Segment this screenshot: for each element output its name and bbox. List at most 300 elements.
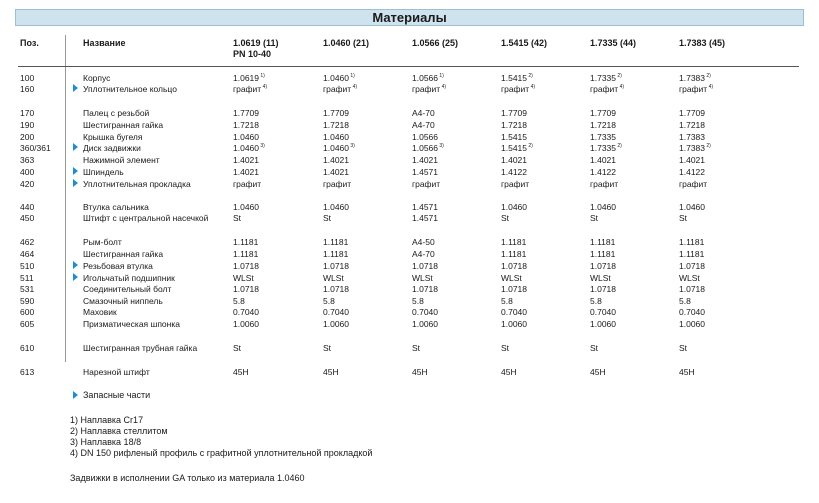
material-cell [501,249,526,259]
material-value: 1.0718 [590,261,616,271]
material-value: St [679,343,688,353]
material-value: 1.0460 [501,202,527,212]
material-value: 1.5415 [501,73,527,83]
material-cell [412,261,438,271]
material-value: 1.7218 [590,120,616,130]
row-position: 170 [20,108,35,118]
row-position: 190 [20,120,35,130]
material-cell [323,319,349,329]
footnote-ref: 2) [705,143,711,150]
material-value: 1.0566 [412,132,438,142]
material-value: графит [233,179,262,189]
material-cell [679,261,705,271]
row-position: 360/361 [20,143,51,153]
material-value: 1.4122 [679,167,705,177]
row-part-name: Резьбовая втулка [83,261,153,271]
material-cell [323,73,355,83]
row-part-name: Рым-болт [83,237,122,247]
material-value: St [590,343,599,353]
material-cell [323,108,349,118]
row-position: 610 [20,343,35,353]
footnote-ref: 4) [440,84,447,91]
material-cell [679,284,705,294]
material-cell [412,167,438,177]
material-cell [412,120,435,130]
material-cell [679,213,687,223]
row-part-name: Смазочный ниппель [83,296,163,306]
material-value: 1.4021 [323,167,349,177]
material-value: 1.1181 [501,237,527,247]
material-cell [323,132,349,142]
material-value: 1.7218 [323,120,349,130]
material-value: 1.4021 [233,155,259,165]
material-value: 1.4571 [412,213,438,223]
material-cell [590,167,616,177]
row-position: 200 [20,132,35,142]
material-cell [590,132,616,142]
material-cell [590,108,616,118]
material-cell [501,284,527,294]
material-cell [233,84,267,94]
header-name: Название [83,38,126,48]
material-value: A4-70 [412,249,435,259]
material-cell [233,120,259,130]
material-cell [323,213,331,223]
material-cell [323,237,348,247]
spare-part-marker-icon [73,273,78,281]
material-value: WLSt [679,273,700,283]
material-cell [233,319,259,329]
footnote-3: 3) Наплавка 18/8 [70,437,142,447]
material-cell [412,296,424,306]
material-cell [590,179,618,189]
row-part-name: Шпиндель [83,167,124,177]
material-cell [412,319,438,329]
row-position: 160 [20,84,35,94]
material-value: графит [501,179,530,189]
row-part-name: Уплотнительная прокладка [83,179,191,189]
material-value: 1.7383 [679,73,705,83]
material-value: St [233,213,242,223]
footnote-ref: 3) [349,143,355,150]
material-cell [501,179,529,189]
material-value: 1.4021 [679,155,705,165]
row-part-name: Соединительный болт [83,284,172,294]
material-value: графит [501,84,530,94]
material-cell [679,143,711,153]
row-part-name: Нажимной элемент [83,155,160,165]
spare-part-marker-icon [73,391,78,399]
footnote-ref: 1) [438,73,444,80]
material-value: 1.0060 [233,319,259,329]
material-cell [590,284,616,294]
row-position: 510 [20,261,35,271]
material-value: 1.0619 [233,73,259,83]
material-value: A4-70 [412,120,435,130]
row-part-name: Штифт с центральной насечкой [83,213,209,223]
material-cell [590,296,602,306]
material-cell [233,343,241,353]
material-value: 1.0566 [412,73,438,83]
material-value: 1.4021 [323,155,349,165]
material-cell [412,213,438,223]
material-value: графит [679,179,708,189]
material-value: 1.7335 [590,73,616,83]
material-cell [412,284,438,294]
material-value: 5.8 [323,296,335,306]
material-value: St [323,213,332,223]
material-cell [323,367,339,377]
material-cell [590,84,624,94]
material-cell [233,237,258,247]
header-material-4: 1.5415 (42) [501,38,548,48]
material-cell [501,155,527,165]
material-value: 0.7040 [323,307,349,317]
material-value: 1.0060 [679,319,705,329]
material-cell [233,155,259,165]
material-value: 1.0460 [323,202,349,212]
material-value: WLSt [590,273,611,283]
spare-part-marker-icon [73,179,78,187]
material-cell [679,319,705,329]
spare-part-marker-icon [73,143,78,151]
material-cell [323,84,357,94]
material-value: 1.7383 [679,132,705,142]
material-cell [590,120,616,130]
spare-part-marker-icon [73,261,78,269]
material-cell [590,273,611,283]
material-value: 1.1181 [233,249,259,259]
material-cell [679,120,705,130]
material-value: 1.0718 [233,261,259,271]
material-value: St [323,343,332,353]
header-material-2: 1.0460 (21) [323,38,370,48]
row-part-name: Шестигранная трубная гайка [83,343,198,353]
header-material-5: 1.7335 (44) [590,38,637,48]
material-cell [679,296,691,306]
row-part-name: Маховик [83,307,117,317]
material-value: 1.0460 [233,143,259,153]
material-cell [323,296,335,306]
row-position: 511 [20,273,34,283]
footnote-1: 1) Наплавка Cr17 [70,415,144,425]
spare-part-marker-icon [73,84,78,92]
material-value: 1.0566 [412,143,438,153]
material-value: 1.4021 [501,155,527,165]
material-cell [501,167,527,177]
material-cell [501,237,526,247]
material-cell [323,273,344,283]
material-cell [412,73,444,83]
footnote-ref: 2) [527,73,533,80]
header-material-1 [233,38,279,60]
row-part-name: Палец с резьбой [83,108,150,118]
material-cell [590,367,606,377]
material-value: графит [323,84,352,94]
row-part-name: Крышка бугеля [83,132,143,142]
row-position: 363 [20,155,35,165]
footnote-4: 4) DN 150 рифленый профиль с графитной уплотнительной прокладкой [70,448,373,458]
material-cell [679,273,700,283]
material-cell [233,296,245,306]
material-value: 1.0460 [233,202,259,212]
material-value: 1.7218 [501,120,527,130]
material-cell [501,84,535,94]
material-cell [233,179,261,189]
column-divider [65,35,66,362]
material-cell [501,273,522,283]
row-position: 590 [20,296,35,306]
footnote-ref: 4) [618,84,625,91]
section-title: Материалы [15,9,804,26]
material-value: St [233,343,242,353]
row-part-name: Уплотнительное кольцо [83,84,177,94]
material-cell [679,108,705,118]
material-value: 1.0060 [412,319,438,329]
material-cell [679,155,705,165]
header-material-1-code: 1.0619 (11) [233,38,279,48]
material-value: 1.0460 [679,202,705,212]
material-cell [679,367,695,377]
row-position: 613 [20,367,35,377]
bottom-note: Задвижки в исполнении GA только из материала 1.0460 [70,473,305,483]
row-part-name: Призматическая шпонка [83,319,180,329]
material-cell [590,202,616,212]
material-value: WLSt [233,273,254,283]
row-position: 420 [20,179,35,189]
material-cell [323,343,331,353]
material-value: 1.0460 [590,202,616,212]
material-cell [323,284,349,294]
material-cell [412,273,433,283]
material-value: 45H [501,367,517,377]
material-value: 5.8 [590,296,602,306]
row-position: 100 [20,73,35,83]
material-cell [501,261,527,271]
material-value: графит [412,84,441,94]
row-position: 450 [20,213,35,223]
material-value: 1.0460 [323,143,349,153]
material-cell [233,143,265,153]
row-position: 605 [20,319,35,329]
material-cell [501,296,513,306]
footnote-ref: 2) [616,143,622,150]
material-cell [679,237,704,247]
material-cell [233,249,258,259]
material-value: 1.0718 [323,261,349,271]
header-material-1-sub: PN 10-40 [233,49,272,59]
footnote-ref: 2) [705,73,711,80]
material-value: 1.7709 [501,108,527,118]
material-cell [501,108,527,118]
material-value: 1.0060 [323,319,349,329]
footnote-ref: 3) [259,143,265,150]
material-value: 1.4021 [233,167,259,177]
material-cell [590,237,615,247]
material-value: 5.8 [412,296,424,306]
material-value: 1.0718 [412,261,438,271]
material-value: 1.0718 [233,284,259,294]
material-value: St [590,213,599,223]
material-cell [590,261,616,271]
material-cell [679,249,704,259]
material-value: WLSt [501,273,522,283]
material-cell [233,261,259,271]
row-part-name: Нарезной штифт [83,367,150,377]
material-cell [412,237,435,247]
material-cell [323,249,348,259]
material-value: 1.5415 [501,143,527,153]
material-value: 45H [679,367,695,377]
material-value: 0.7040 [233,307,259,317]
row-position: 464 [20,249,35,259]
material-value: графит [590,179,619,189]
material-value: 1.4571 [412,167,438,177]
material-cell [590,155,616,165]
material-cell [590,249,615,259]
material-cell [679,343,687,353]
footnote-ref: 1) [349,73,355,80]
footnote-ref: 2) [616,73,622,80]
material-value: 1.1181 [679,237,705,247]
footnote-ref: 2) [527,143,533,150]
material-value: 1.0460 [323,132,349,142]
material-cell [501,319,527,329]
material-value: 45H [590,367,606,377]
material-cell [323,261,349,271]
material-value: St [501,213,510,223]
material-value: 1.0060 [590,319,616,329]
material-value: графит [233,84,262,94]
material-value: 5.8 [679,296,691,306]
material-cell [412,307,438,317]
row-position: 440 [20,202,35,212]
footnote-2: 2) Наплавка стеллитом [70,426,168,436]
material-value: 1.1181 [323,237,349,247]
material-value: 1.7709 [590,108,616,118]
material-value: 1.4021 [412,155,438,165]
material-value: графит [323,179,352,189]
material-value: 0.7040 [679,307,705,317]
material-value: 1.7709 [323,108,349,118]
material-cell [233,167,259,177]
material-cell [501,307,527,317]
footnote-ref: 3) [438,143,444,150]
material-value: 1.7709 [679,108,705,118]
header-rule [18,66,799,67]
material-value: St [679,213,688,223]
material-cell [233,307,259,317]
material-value: 1.1181 [501,249,527,259]
material-cell [233,132,259,142]
row-position: 462 [20,237,35,247]
material-cell [679,84,713,94]
material-cell [679,73,711,83]
material-value: 1.1181 [679,249,705,259]
material-cell [412,202,438,212]
material-cell [679,132,705,142]
material-value: 1.7335 [590,132,616,142]
material-cell [233,108,259,118]
material-cell [590,143,622,153]
material-cell [323,167,349,177]
material-cell [233,213,241,223]
material-value: A4-50 [412,237,435,247]
footnote-ref: 4) [707,84,714,91]
material-value: St [412,343,421,353]
material-value: 1.0718 [679,284,705,294]
row-part-name: Корпус [83,73,111,83]
material-cell [590,213,598,223]
row-position: 600 [20,307,35,317]
material-cell [233,202,259,212]
row-part-name: Игольчатый подшипник [83,273,175,283]
footnote-ref: 4) [529,84,536,91]
material-value: 1.1181 [323,249,349,259]
material-value: WLSt [323,273,344,283]
footnote-ref: 4) [261,84,268,91]
material-value: St [501,343,510,353]
material-cell [590,343,598,353]
header-material-3: 1.0566 (25) [412,38,459,48]
material-value: 1.4122 [590,167,616,177]
material-cell [412,155,438,165]
material-cell [412,143,444,153]
header-pos: Поз. [20,38,39,48]
material-cell [501,132,527,142]
row-part-name: Шестигранная гайка [83,120,164,130]
material-cell [412,249,435,259]
material-cell [412,132,438,142]
material-cell [323,120,349,130]
material-cell [323,143,355,153]
material-value: 1.7218 [679,120,705,130]
material-value: 0.7040 [590,307,616,317]
material-cell [233,273,254,283]
material-value: 1.5415 [501,132,527,142]
material-cell [412,367,428,377]
material-cell [412,108,435,118]
material-value: 1.0718 [323,284,349,294]
material-value: 1.0460 [233,132,259,142]
material-value: 1.4122 [501,167,527,177]
footnote-ref: 1) [259,73,265,80]
material-value: 1.1181 [590,249,616,259]
material-cell [412,343,420,353]
material-value: 5.8 [233,296,245,306]
material-value: A4-70 [412,108,435,118]
material-value: 1.4571 [412,202,438,212]
material-value: 1.0718 [590,284,616,294]
material-cell [323,202,349,212]
material-value: 1.1181 [590,237,616,247]
material-value: 45H [233,367,249,377]
spare-part-marker-icon [73,167,78,175]
material-cell [590,307,616,317]
material-value: 1.7218 [233,120,259,130]
material-value: 1.1181 [233,237,259,247]
material-cell [679,179,707,189]
material-value: графит [679,84,708,94]
material-cell [679,202,705,212]
material-value: WLSt [412,273,433,283]
row-part-name: Втулка сальника [83,202,149,212]
material-value: 1.0460 [323,73,349,83]
material-value: 0.7040 [501,307,527,317]
material-cell [233,284,259,294]
legend-label: Запасные части [83,390,151,400]
row-part-name: Шестигранная гайка [83,249,164,259]
